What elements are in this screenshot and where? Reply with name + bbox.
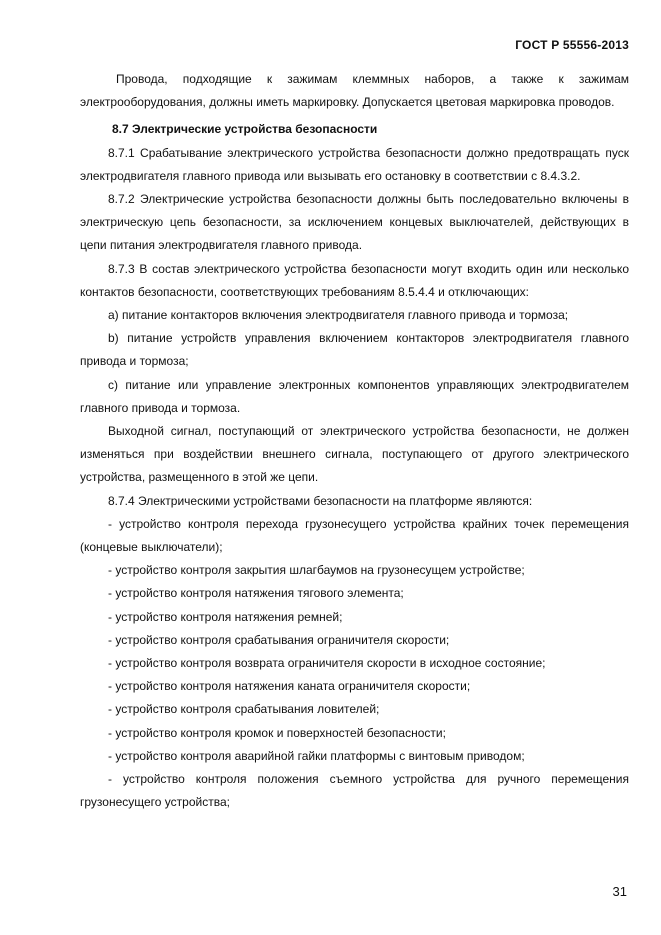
document-header-standard: ГОСТ Р 55556-2013 (515, 38, 629, 52)
list-item-dash: - устройство контроля возврата ограничителя скорости в исходное состояние; (108, 656, 546, 671)
list-item-b: b) питание устройств управления включением контакторов электродвигателя главного привода и тормоза; (80, 331, 629, 369)
list-item-a: а) питание контакторов включения электродвигателя главного привода и тормоза; (108, 308, 569, 323)
list-item-dash: - устройство контроля кромок и поверхностей безопасности; (108, 725, 446, 740)
list-item-c: c) питание или управление электронных компонентов управляющих электродвигателем главного привода и тормоза. (80, 377, 629, 415)
page-number: 31 (612, 884, 627, 899)
list-item-dash: - устройство контроля натяжения тягового элемента; (108, 586, 404, 601)
list-item-dash: - устройство контроля срабатывания ограничителя скорости; (108, 632, 450, 647)
paragraph-output-signal: Выходной сигнал, поступающий от электрического устройства безопасности, не должен изменяться при воздействии внешнего сигнала, поступающего от другого электрического устройства, размещенного в этой же цепи. (80, 424, 629, 485)
list-item-dash: - устройство контроля натяжения ремней; (108, 609, 343, 624)
list-item-dash: - устройство контроля закрытия шлагбаумов на грузонесущем устройстве; (108, 563, 525, 578)
clause-8-7-4: 8.7.4 Электрическими устройствами безопасности на платформе являются: (108, 493, 533, 508)
list-item-dash: - устройство контроля перехода грузонесущего устройства крайних точек перемещения (концевые выключатели); (80, 516, 629, 555)
clause-8-7-3: 8.7.3 В состав электрического устройства безопасности могут входить один или несколько контактов безопасности, соответствующих требованиям 8.5.4.4 и отключающих: (80, 261, 629, 299)
list-item-dash: - устройство контроля положения съемного устройства для ручного перемещения грузонесущего устройства; (80, 772, 629, 810)
list-item-dash: - устройство контроля аварийной гайки платформы с винтовым приводом; (108, 748, 525, 763)
list-item-dash: - устройство контроля натяжения каната ограничителя скорости; (108, 679, 471, 694)
section-heading-8-7: 8.7 Электрические устройства безопасности (112, 122, 378, 137)
clause-8-7-1: 8.7.1 Срабатывание электрического устройства безопасности должно предотвращать пуск электродвигателя главного привода или вызывать его остановку в соответствии с 8.4.3.2. (80, 145, 629, 183)
document-body (80, 68, 629, 815)
paragraph-wire-marking: Провода, подходящие к зажимам клеммных наборов, а также к зажимам электрооборудования, должны иметь маркировку. Допускается цветовая маркировка проводов. (80, 72, 629, 110)
list-item-dash: - устройство контроля срабатывания ловителей; (108, 702, 380, 717)
clause-8-7-2: 8.7.2 Электрические устройства безопасности должны быть последовательно включены в электрическую цепь безопасности, за исключением концевых выключателей, действующих в цепи питания электродвигателя главного привода. (80, 192, 629, 253)
